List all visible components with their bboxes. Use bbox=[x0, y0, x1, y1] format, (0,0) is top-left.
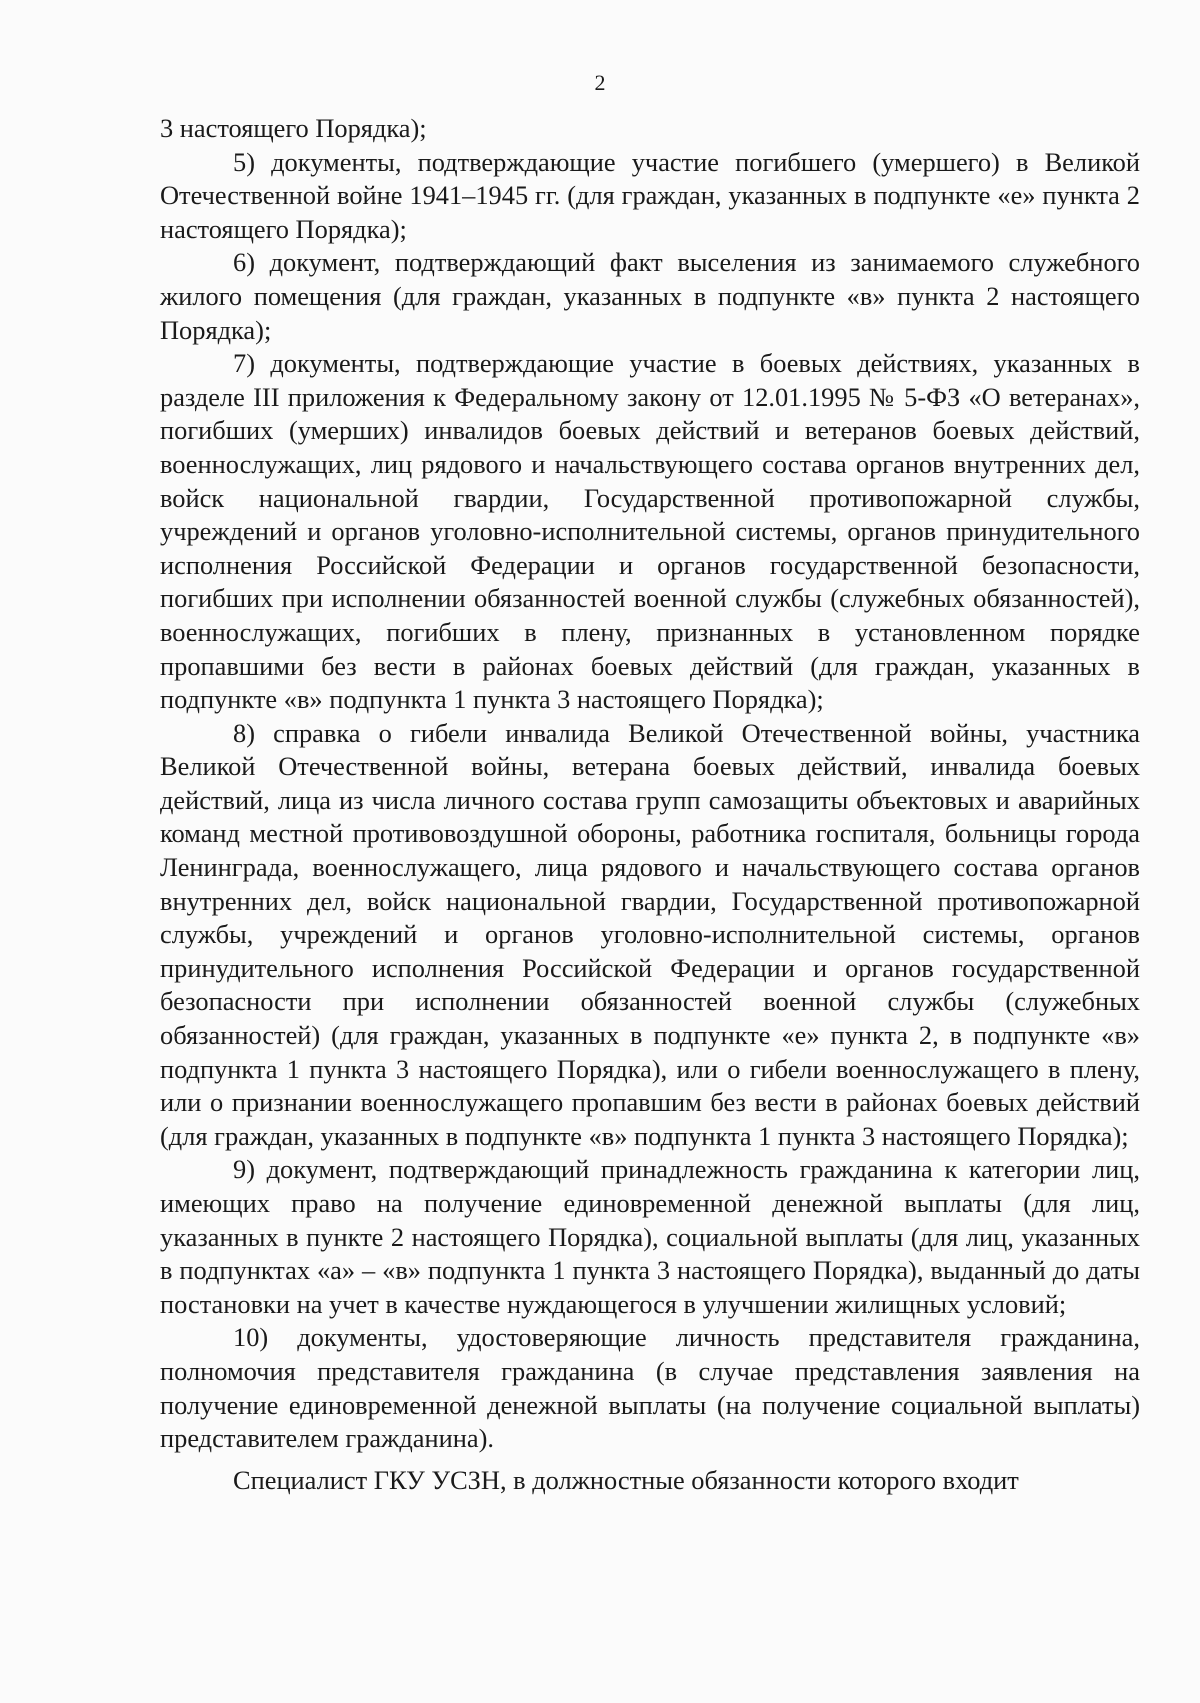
paragraph-item-8: 8) справка о гибели инвалида Великой Отечественной войны, участника Великой Отечественной войны, ветерана боевых действий, инвалида боевых действий, лица из числа личного состава групп самозащиты объектовых и аварийных команд местной противовоздушной обороны, работника госпиталя, больницы города Ленинграда, военнослужащего, лица рядового и начальствующего состава органов внутренних дел, войск национальной гвардии, Государственной противопожарной службы, учреждений и органов уголовно-исполнительной системы, органов принудительного исполнения Российской Федерации и органов государственной безопасности при исполнении обязанностей военной службы (служебных обязанностей) (для граждан, указанных в подпункте «е» пункта 2, в подпункте «в» подпункта 1 пункта 3 настоящего Порядка), или о гибели военнослужащего в плену, или о признании военнослужащего пропавшим без вести в районах боевых действий (для граждан, указанных в подпункте «в» подпункта 1 пункта 3 настоящего Порядка); bbox=[160, 717, 1140, 1151]
paragraph-item-9: 9) документ, подтверждающий принадлежность гражданина к категории лиц, имеющих право на получение единовременной денежной выплаты (для лиц, указанных в пункте 2 настоящего Порядка), социальной выплаты (для лиц, указанных в подпунктах «а» – «в» подпункта 1 пункта 3 настоящего Порядка), выданный до даты постановки на учет в качестве нуждающегося в улучшении жилищных условий; bbox=[160, 1154, 1140, 1319]
paragraph-continuation: 3 настоящего Порядка); bbox=[160, 113, 427, 143]
page-number: 2 bbox=[594, 70, 606, 95]
paragraph-item-6: 6) документ, подтверждающий факт выселения из занимаемого служебного жилого помещения (для граждан, указанных в подпункте «в» пункта 2 настоящего Порядка); bbox=[160, 247, 1140, 345]
paragraph-item-7: 7) документы, подтверждающие участие в боевых действиях, указанных в разделе III приложения к Федеральному закону от 12.01.1995 № 5-ФЗ «О ветеранах», погибших (умерших) инвалидов боевых действий и ветеранов боевых действий, военнослужащих, лиц рядового и начальствующего состава органов внутренних дел, войск национальной гвардии, Государственной противопожарной службы, учреждений и органов уголовно-исполнительной системы, органов принудительного исполнения Российской Федерации и органов государственной безопасности, погибших при исполнении обязанностей военной службы (служебных обязанностей), военнослужащих, погибших в плену, признанных в установленном порядке пропавшими без вести в районах боевых действий (для граждан, указанных в подпункте «в» подпункта 1 пункта 3 настоящего Порядка); bbox=[160, 348, 1140, 715]
paragraph-item-10: 10) документы, удостоверяющие личность представителя гражданина, полномочия представителя гражданина (в случае представления заявления на получение единовременной денежной выплаты (на получение социальной выплаты) представителем гражданина). bbox=[160, 1322, 1140, 1454]
document-body bbox=[160, 112, 1140, 1497]
paragraph-item-5: 5) документы, подтверждающие участие погибшего (умершего) в Великой Отечественной войне 1941–1945 гг. (для граждан, указанных в подпункте «е» пункта 2 настоящего Порядка); bbox=[160, 146, 1140, 244]
paragraph-specialist: Специалист ГКУ УСЗН, в должностные обязанности которого входит bbox=[233, 1464, 1019, 1495]
